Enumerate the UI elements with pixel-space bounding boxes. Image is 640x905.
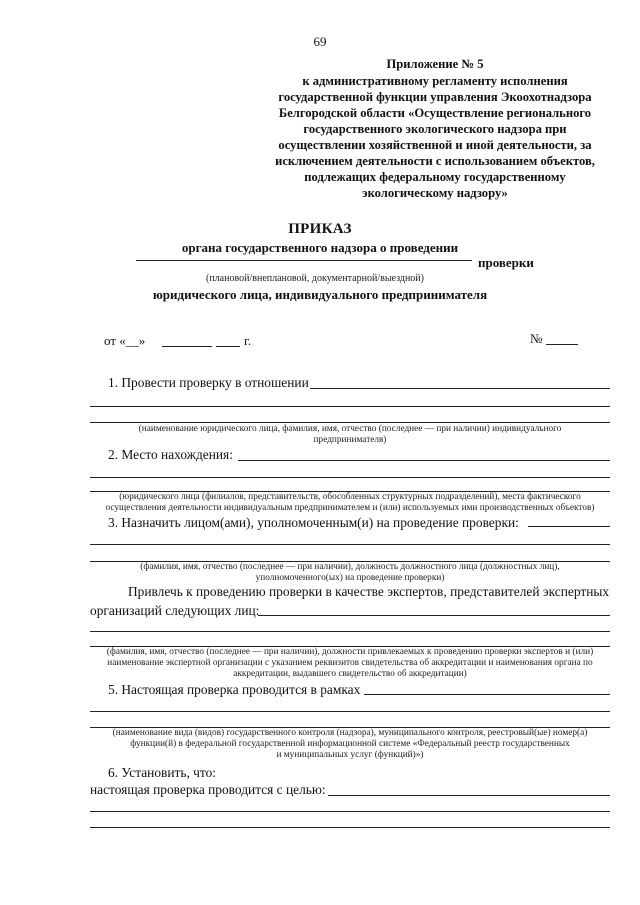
item-3-field-line[interactable] [90, 543, 610, 545]
item-5-field[interactable] [364, 693, 610, 695]
appendix-line: государственного экологического надзора при [303, 122, 567, 136]
item-5-hint [86, 728, 614, 761]
item-2-field-line[interactable] [90, 476, 610, 478]
appendix-header [250, 56, 620, 201]
hint-line: осуществления деятельности индивидуальным предпринимателем и (или) используемых ими производственных объектов) [105, 503, 595, 513]
number-prefix: № [530, 331, 543, 346]
item-5-label: 5. Настоящая проверка проводится в рамках [108, 682, 361, 697]
item-1-field-line[interactable] [90, 421, 610, 423]
item-3-field[interactable] [528, 525, 610, 527]
check-type-line[interactable] [136, 259, 472, 261]
item-6-field-line[interactable] [90, 810, 610, 812]
hint-line: наименование экспертной организации с указанием реквизитов свидетельства об аккредитации и наименования органа по [107, 658, 593, 668]
date-prefix: от «__» [104, 333, 146, 348]
hint-line: (юридического лица (филиалов, представительств, обособленных структурных подразделений), места фактического [119, 492, 581, 502]
order-number-field[interactable] [546, 343, 578, 345]
check-type-hint: (плановой/внеплановой, документарной/выездной) [206, 273, 424, 284]
hint-line: предпринимателя) [313, 435, 387, 445]
order-subtitle: органа государственного надзора о проведении [181, 240, 459, 255]
item-3-hint [90, 562, 610, 584]
item-4-field-line[interactable] [90, 630, 610, 632]
date-year-field[interactable] [216, 345, 240, 347]
subject-line: юридического лица, индивидуального предпринимателя [152, 287, 488, 302]
hint-line: (наименование юридического лица, фамилия, имя, отчество (последнее — при наличии) индивидуального [138, 424, 562, 434]
appendix-line: осуществлении хозяйственной и иной деятельности, за [278, 138, 592, 152]
hint-line: (наименование вида (видов) государственного контроля (надзора), муниципального контроля, реестровый(ые) номер(а) [112, 728, 588, 738]
year-suffix: г. [244, 333, 252, 348]
page-number: 69 [313, 34, 327, 49]
item-6-label: 6. Установить, что: [108, 765, 216, 780]
item-4-line-2: организаций следующих лиц: [90, 603, 260, 618]
appendix-line: к административному регламенту исполнения [302, 74, 568, 88]
order-title: ПРИКАЗ [288, 221, 352, 237]
appendix-line: государственной функции управления Экоохотнадзора [278, 90, 592, 104]
check-word: проверки [478, 255, 534, 270]
item-4-field[interactable] [258, 614, 610, 616]
item-2-field[interactable] [238, 459, 610, 461]
appendix-line: экологическому надзору» [362, 186, 508, 200]
hint-line: функции(й) в федеральной государственной информационной системе «Федеральный реестр государственных [130, 739, 570, 749]
item-6-field-line[interactable] [90, 826, 610, 828]
appendix-line: Белгородской области «Осуществление регионального [278, 106, 592, 120]
item-2-hint [86, 492, 614, 514]
item-5-field-line[interactable] [90, 710, 610, 712]
appendix-title: Приложение № 5 [386, 57, 484, 71]
item-4-line-1: Привлечь к проведению проверки в качестве экспертов, представителей экспертных [128, 584, 610, 599]
item-3-label: 3. Назначить лицом(ами), уполномоченным(и) на проведение проверки: [108, 515, 519, 530]
item-2-label: 2. Место нахождения: [108, 447, 233, 462]
item-1-label: 1. Провести проверку в отношении [108, 375, 309, 390]
appendix-line: исключением деятельности с использованием объектов, [275, 154, 595, 168]
hint-line: уполномоченного(ых) на проведение проверки) [255, 573, 445, 583]
hint-line: и муниципальных услуг (функций)») [276, 750, 424, 760]
hint-line: (фамилия, имя, отчество (последнее — при наличии), должности привлекаемых к проведению проверки экспертов и (или) [106, 647, 594, 657]
hint-line: аккредитации, выдавшего свидетельство об аккредитации) [233, 669, 467, 679]
item-1-field-line[interactable] [90, 405, 610, 407]
item-4-hint [86, 647, 614, 680]
date-month-field[interactable] [162, 345, 212, 347]
hint-line: (фамилия, имя, отчество (последнее — при наличии), должность должностного лица (должностных лиц), [140, 562, 560, 572]
item-1-field[interactable] [310, 387, 610, 389]
item-6-field[interactable] [328, 794, 610, 796]
item-6-line: настоящая проверка проводится с целью: [90, 782, 326, 797]
appendix-line: подлежащих федеральному государственному [304, 170, 566, 184]
item-1-hint [90, 424, 610, 446]
